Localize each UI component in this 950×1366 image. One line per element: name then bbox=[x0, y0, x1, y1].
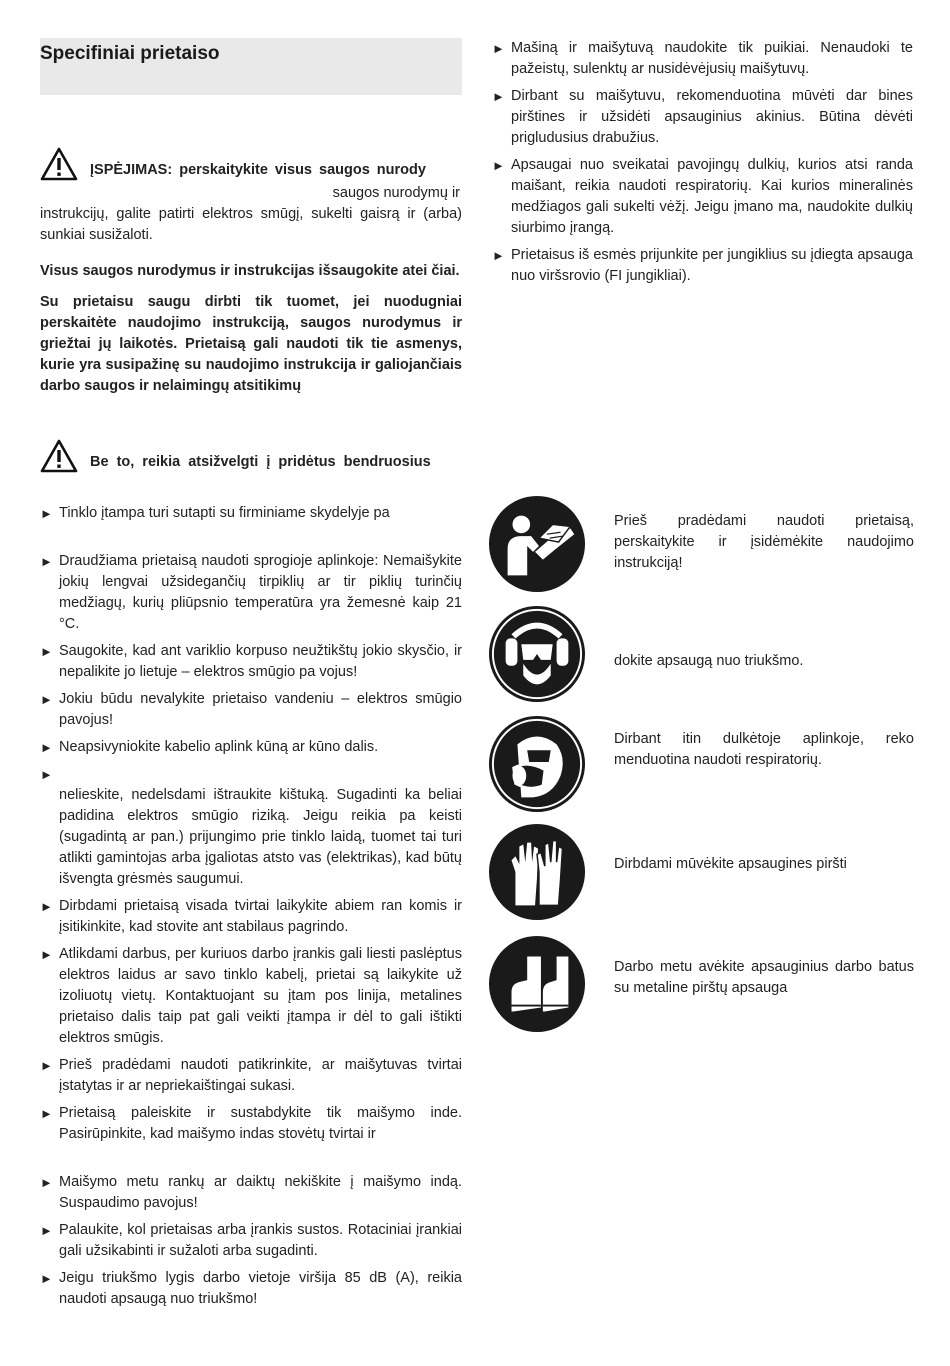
pictogram-text: Prieš pradėdami naudoti prietaisą, perskaitykite ir įsidėmėkite naudojimo instrukciją! bbox=[614, 513, 914, 571]
bullet-arrow: ► bbox=[40, 1271, 53, 1286]
warning-block-1 bbox=[40, 147, 462, 246]
section-header bbox=[40, 38, 462, 95]
bullet-arrow: ► bbox=[40, 692, 53, 707]
pictogram-text: Darbo metu avėkite apsauginius darbo batus su metaline pirštų apsauga bbox=[614, 959, 914, 996]
bullet-arrow: ► bbox=[40, 1106, 53, 1121]
bullet-arrow: ► bbox=[40, 1058, 53, 1073]
list-item: ► Neapsivyniokite kabelio aplink kūną ar kūno dalis. bbox=[40, 737, 462, 758]
bullet-arrow: ► bbox=[40, 947, 53, 962]
list-item: ► Atlikdami darbus, per kuriuos darbo įrankis gali liesti paslėptus elektros laidus ar savo tinklo kabelį, prietai są laikykite už izoliuotų vietų. Kontaktuojant su įtam pos linija, metalines prietaiso dalis taip pat gali veikti įtampa ir dėl to gali ištikti elektros smūgis. bbox=[40, 946, 462, 1046]
bullet-arrow: ► bbox=[40, 506, 53, 521]
left-bullet-list bbox=[40, 503, 462, 1310]
warning-block-2 bbox=[40, 439, 462, 473]
list-item bbox=[40, 764, 462, 890]
safe-use-paragraph: Su prietaisu saugu dirbti tik tuomet, jei nuodugniai perskaitėte naudojimo instrukciją, saugos nurodymus ir griežtai jų laikotės. Prietaisą gali naudoti tik tie asmenys, kurie yra susipažinę su naudojimo instrukcija ir galiojančiais darbo saugos ir nelaimingų atsitikimų bbox=[40, 294, 462, 394]
warning-triangle-icon bbox=[40, 439, 78, 473]
right-bullet-list bbox=[492, 38, 913, 287]
keep-instructions-paragraph: Visus saugos nurodymus ir instrukcijas išsaugokite atei čiai. bbox=[40, 263, 460, 279]
right-column bbox=[492, 38, 913, 293]
bullet-arrow: ► bbox=[492, 248, 505, 263]
cable-continuation: nelieskite, nedelsdami ištraukite kištuką. Sugadinti ka beliai padidina elektros smūgio riziką. Jeigu reikia pa keisti (sugadintą ar pan.) prijungimo prie tinklo laidą, tuomet tai turi atlikti gamintojas arba įgaliotas atsto vas (elektrikas), kad būtų išvengta grėsmės saugumui. bbox=[59, 787, 462, 887]
section-title: Specifiniai prietaiso bbox=[40, 43, 220, 64]
bullet-arrow: ► bbox=[492, 158, 505, 173]
list-item: ► Mašiną ir maišytuvą naudokite tik puikiai. Nenaudoki te pažeistų, sulenktų ar nusidėvėjusių maišytuvų. bbox=[492, 40, 913, 77]
respirator-icon bbox=[488, 715, 586, 813]
pictogram-text: Dirbdami mūvėkite apsaugines piršti bbox=[614, 856, 847, 872]
warning-triangle-icon bbox=[40, 147, 78, 181]
left-column bbox=[40, 38, 462, 1316]
bullet-arrow: ► bbox=[40, 1175, 53, 1190]
list-item: ► Prietaisus iš esmės prijunkite per jungiklius su įdiegta apsauga nuo viršsrovio (FI jungikliai). bbox=[492, 247, 913, 284]
list-item: ► Palaukite, kol prietaisas arba įrankis sustos. Rotaciniai įrankiai gali užsikabinti ir sužaloti arba sugadinti. bbox=[40, 1222, 462, 1259]
list-item: ► Apsaugai nuo sveikatai pavojingų dulkių, kurios atsi randa maišant, reikia naudoti respiratorių. Kai kurios mineralinės medžiagos gali sukelti vėžį. Jeigu įmano ma, naudokite dulkių siurbimo įrangą. bbox=[492, 157, 913, 236]
warning-1-heading: ĮSPĖJIMAS: perskaitykite visus saugos nurody bbox=[90, 162, 426, 178]
list-item: ► Tinklo įtampa turi sutapti su firminiame skydelyje pa bbox=[40, 503, 462, 524]
ear-eye-protection-icon bbox=[488, 605, 586, 703]
bullet-arrow: ► bbox=[40, 740, 53, 755]
read-manual-icon bbox=[488, 495, 586, 593]
list-item: ► Saugokite, kad ant variklio korpuso neužtikštų jokio skysčio, ir nepalikite jo lietuje – elektros smūgio pa vojus! bbox=[40, 643, 462, 680]
warning-1-continuation: saugos nurodymų ir bbox=[332, 185, 460, 201]
bullet-arrow: ► bbox=[40, 767, 53, 782]
list-item: ► Jeigu triukšmo lygis darbo vietoje viršija 85 dB (A), reikia naudoti apsaugą nuo triukšmo! bbox=[40, 1270, 462, 1307]
bullet-arrow: ► bbox=[40, 644, 53, 659]
list-item: ► Dirbdami prietaisą visada tvirtai laikykite abiem ran komis ir įsitikinkite, kad stovite ant stabilaus pagrindo. bbox=[40, 898, 462, 935]
list-item: ► Jokiu būdu nevalykite prietaiso vandeniu – elektros smūgio pavojus! bbox=[40, 691, 462, 728]
bullet-arrow: ► bbox=[40, 554, 53, 569]
warning-1-text: instrukcijų, galite patirti elektros smūgį, sukelti gaisrą ir (arba) sunkiai susižaloti. bbox=[40, 206, 462, 243]
bullet-arrow: ► bbox=[40, 899, 53, 914]
bullet-arrow: ► bbox=[40, 1223, 53, 1238]
warning-2-heading: Be to, reikia atsižvelgti į pridėtus bendruosius bbox=[90, 454, 431, 470]
bullet-arrow: ► bbox=[492, 41, 505, 56]
list-item: ► Dirbant su maišytuvu, rekomenduotina mūvėti dar bines pirštines ir užsidėti apsauginius akinius. Būtina dėvėti prigludusius drabužius. bbox=[492, 88, 913, 146]
bullet-arrow: ► bbox=[492, 89, 505, 104]
pictogram-text: Dirbant itin dulkėtoje aplinkoje, reko menduotina naudoti respiratorių. bbox=[614, 731, 914, 768]
list-item: ► Draudžiama prietaisą naudoti sprogioje aplinkoje: Nemaišykite jokių lengvai užsidegančių tirpiklių ar tir piklių turinčių medžiagų, kurių pliūpsnio temperatūra yra žemesnė kaip 21 °C. bbox=[40, 553, 462, 632]
pictogram-text: dokite apsaugą nuo triukšmo. bbox=[614, 653, 804, 669]
list-item: ► Prieš pradėdami naudoti patikrinkite, ar maišytuvas tvirtai įstatytas ir ar nepriekaištingai sukasi. bbox=[40, 1057, 462, 1094]
list-item: ► Maišymo metu rankų ar daiktų nekiškite į maišymo indą. Suspaudimo pavojus! bbox=[40, 1174, 462, 1211]
safety-boots-icon bbox=[488, 935, 586, 1033]
gloves-icon bbox=[488, 823, 586, 921]
list-item: ► Prietaisą paleiskite ir sustabdykite tik maišymo inde. Pasirūpinkite, kad maišymo indas stovėtų tvirtai ir bbox=[40, 1105, 462, 1142]
